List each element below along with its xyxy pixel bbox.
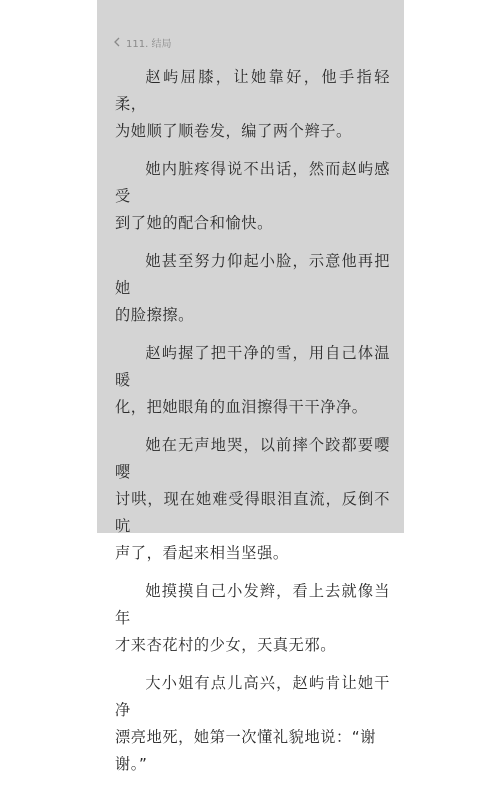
paragraph: 赵屿屈膝，让她靠好，他手指轻柔， 为她顺了顺卷发，编了两个辫子。 (115, 68, 390, 140)
reader-page (97, 0, 404, 773)
paragraph: 大小姐有点儿高兴，赵屿肯让她干净 漂亮地死，她第一次懂礼貌地说：“谢 谢。” (115, 674, 390, 773)
chapter-title: 111. 结局 (126, 38, 172, 50)
paragraph: 她甚至努力仰起小脸，示意他再把她 的脸擦擦。 (115, 252, 390, 324)
chapter-text (115, 64, 390, 789)
paragraph: 赵屿握了把干净的雪，用自己体温暖 化，把她眼角的血泪擦得干干净净。 (115, 344, 390, 416)
paragraph: 她在无声地哭，以前摔个跤都要嘤嘤 讨哄，现在她难受得眼泪直流，反倒不吭 声了，看起来相当坚强。 (115, 436, 390, 562)
chevron-left-icon[interactable] (112, 36, 122, 48)
paragraph: 她内脏疼得说不出话，然而赵屿感受 到了她的配合和愉快。 (115, 160, 390, 232)
chapter-back-link[interactable] (112, 34, 171, 50)
paragraph: 她摸摸自己小发辫，看上去就像当年 才来杏花村的少女，天真无邪。 (115, 582, 390, 654)
